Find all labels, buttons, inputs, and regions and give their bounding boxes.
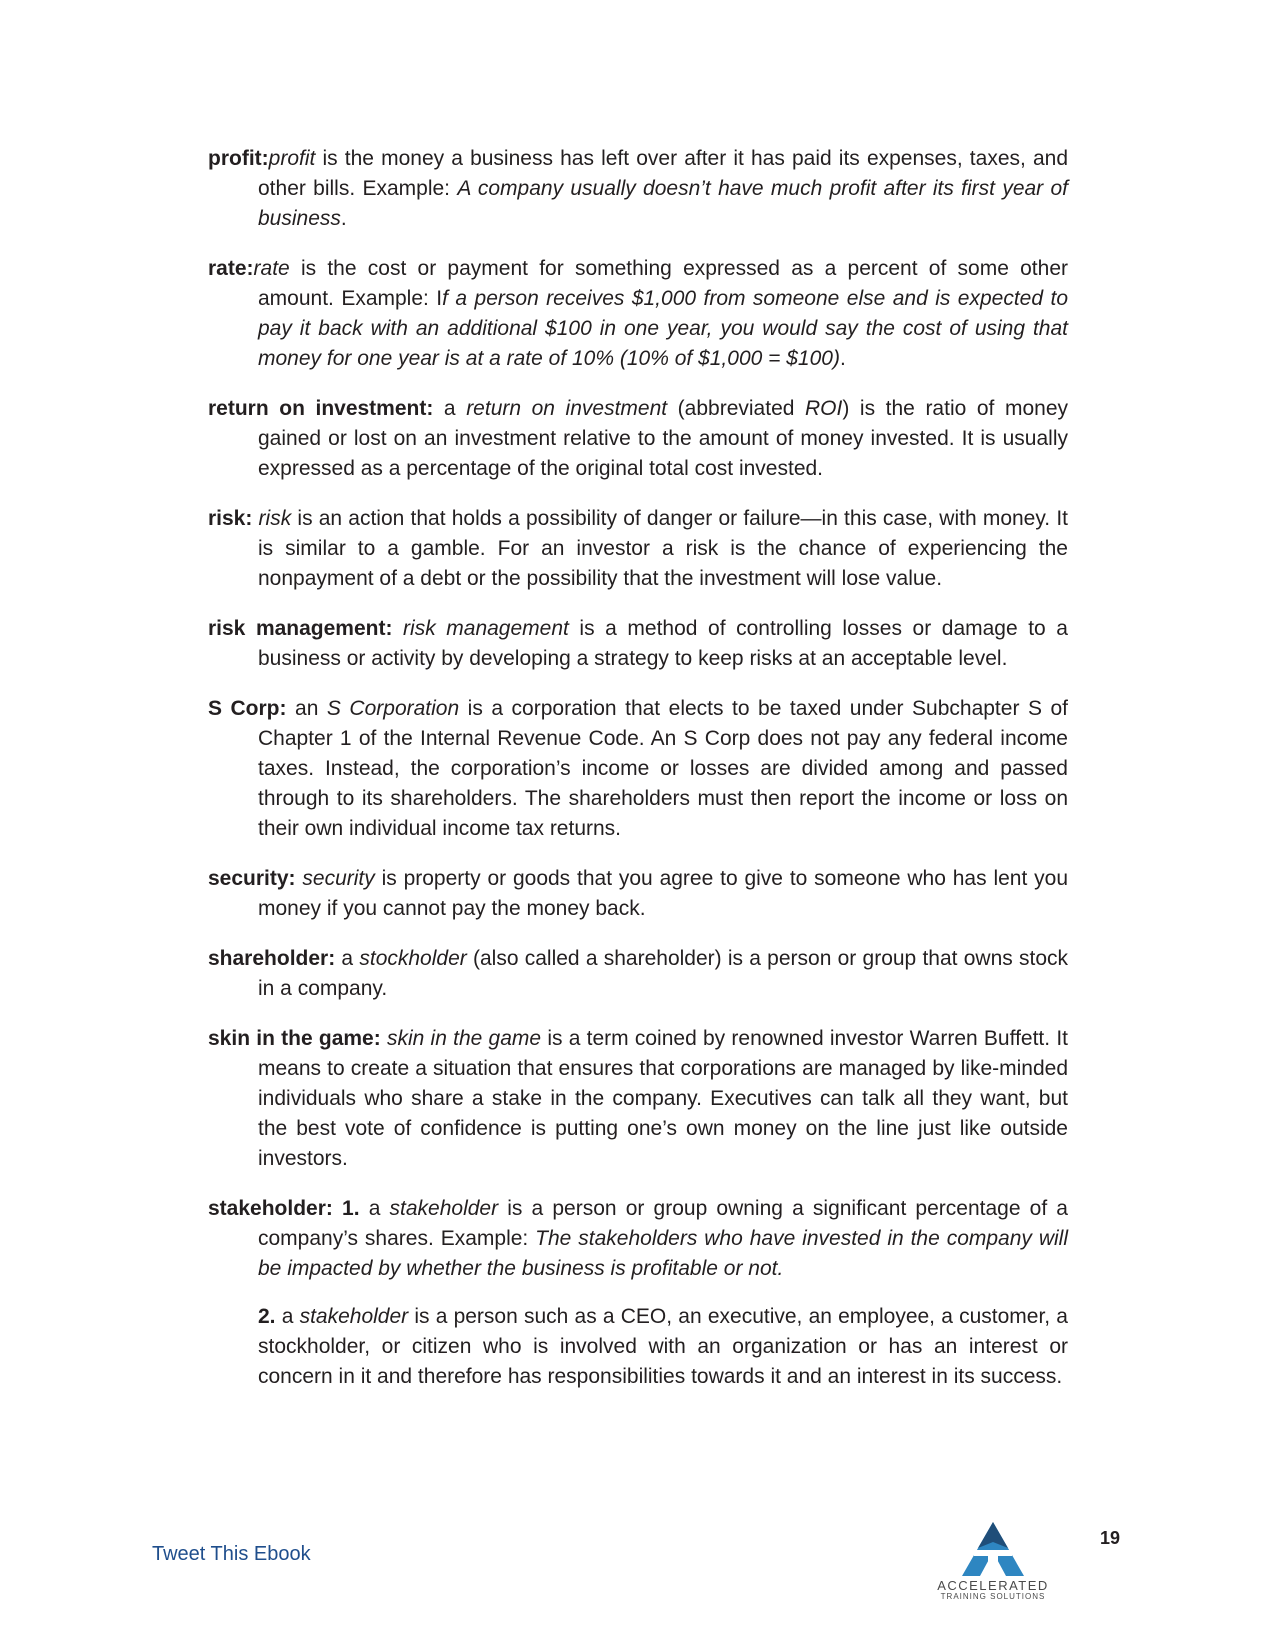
- definition-text: (also called a shareholder) is a person or group that owns stock in a company.: [258, 947, 1068, 1000]
- definition-text: (abbreviated: [667, 397, 806, 420]
- glossary-term: shareholder:: [208, 947, 336, 970]
- glossary-term: profit:: [208, 147, 269, 170]
- definition-emphasis: stakeholder: [299, 1305, 409, 1328]
- glossary-entry: [208, 1024, 1068, 1174]
- definition-text: a: [275, 1305, 300, 1328]
- glossary-entry: [208, 614, 1068, 674]
- definition-text: is a person or group owning a significant percentage of a company’s shares. Example:: [258, 1197, 1068, 1250]
- glossary-term: risk management:: [208, 617, 393, 640]
- page-number: 19: [1100, 1528, 1121, 1548]
- glossary-term: return on investment:: [208, 397, 434, 420]
- definition-emphasis: risk management: [403, 617, 569, 640]
- glossary-list: [208, 144, 1068, 1412]
- glossary-term: rate:: [208, 257, 254, 280]
- glossary-entry: [208, 254, 1068, 374]
- definition-emphasis: rate: [253, 257, 290, 280]
- definition-text: is a term coined by renowned investor Warren Buffett. It means to create a situation that ensures that corporations are managed by like-minded individuals who share a stake in the company. Executives can talk all they want, but the best vote of confidence is putting one’s own money on the line just like outside investors.: [258, 1027, 1068, 1170]
- definition-text: is an action that holds a possibility of danger or failure—in this case, with money. It is similar to a gamble. For an investor a risk is the chance of experiencing the nonpayment of a debt or the possibility that the investment will lose value.: [258, 507, 1068, 590]
- glossary-term: risk:: [208, 507, 253, 530]
- definition-text: a: [433, 397, 467, 420]
- definition-text: a: [335, 947, 360, 970]
- definition-emphasis: risk: [258, 507, 292, 530]
- definition-emphasis: stockholder: [359, 947, 467, 970]
- definition-emphasis: f a person receives $1,000 from someone else and is expected to pay it back with an additional $100 in one year, you would say the cost of using that money for one year is at a rate of 10% (10% of $1,000 = $100): [258, 287, 1068, 370]
- glossary-entry: [208, 394, 1068, 484]
- definition-emphasis: skin in the game: [386, 1027, 542, 1050]
- logo-arrow-icon: [958, 1520, 1028, 1578]
- definition-emphasis: S Corporation: [326, 697, 460, 720]
- definition-emphasis: A company usually doesn’t have much profit after its first year of business: [258, 177, 1068, 230]
- glossary-term: stakeholder:: [208, 1197, 333, 1220]
- definition-text: [392, 617, 403, 640]
- glossary-entry: [208, 864, 1068, 924]
- definition-emphasis: stakeholder: [389, 1197, 499, 1220]
- definition-text: is a method of controlling losses or damage to a business or activity by developing a strategy to keep risks at an acceptable level.: [258, 617, 1068, 670]
- definition-text: is property or goods that you agree to give to someone who has lent you money if you cannot pay the money back.: [258, 867, 1068, 920]
- tweet-this-ebook-link[interactable]: Tweet This Ebook: [152, 1543, 311, 1565]
- definition-text: ) is the ratio of money gained or lost on an investment relative to the amount of money invested. It is usually expressed as a percentage of the original total cost invested.: [258, 397, 1068, 480]
- definition-emphasis: The stakeholders who have invested in the company will be impacted by whether the business is profitable or not.: [258, 1227, 1068, 1280]
- glossary-term: security:: [208, 867, 296, 890]
- definition-text: .: [839, 347, 846, 370]
- glossary-entry: [208, 504, 1068, 594]
- definition-text: a: [359, 1197, 390, 1220]
- glossary-term: S Corp:: [208, 697, 287, 720]
- glossary-entry: [208, 1302, 1068, 1392]
- definition-text: is the cost or payment for something expressed as a percent of some other amount. Example: I: [258, 257, 1068, 310]
- definition-emphasis: security: [302, 867, 375, 890]
- glossary-term: skin in the game:: [208, 1027, 381, 1050]
- definition-number: 1.: [342, 1197, 360, 1220]
- definition-number: 2.: [258, 1305, 276, 1328]
- definition-text: .: [340, 207, 347, 230]
- logo-text-training-solutions: TRAINING SOLUTIONS: [940, 1592, 1046, 1601]
- definition-text: is a corporation that elects to be taxed under Subchapter S of Chapter 1 of the Internal Revenue Code. An S Corp does not pay any federal income taxes. Instead, the corporation’s income or losses are divided among and passed through to its shareholders. The shareholders must then report the income or loss on their own individual income tax returns.: [258, 697, 1068, 840]
- glossary-entry: [208, 144, 1068, 234]
- definition-text: is the money a business has left over after it has paid its expenses, taxes, and other bills. Example:: [258, 147, 1068, 200]
- definition-text: is a person such as a CEO, an executive, an employee, a customer, a stockholder, or citizen who is involved with an organization or has an interest or concern in it and therefore has responsibilities towards it and an interest in its success.: [258, 1305, 1068, 1388]
- glossary-entry: [208, 944, 1068, 1004]
- accelerated-training-solutions-logo: [926, 1520, 1060, 1600]
- glossary-entry: [208, 694, 1068, 844]
- definition-emphasis: return on investment: [466, 397, 668, 420]
- definition-emphasis: ROI: [805, 397, 843, 420]
- glossary-entry: [208, 1194, 1068, 1284]
- definition-emphasis: profit: [268, 147, 316, 170]
- logo-text-accelerated: ACCELERATED: [937, 1578, 1049, 1593]
- definition-text: an: [286, 697, 327, 720]
